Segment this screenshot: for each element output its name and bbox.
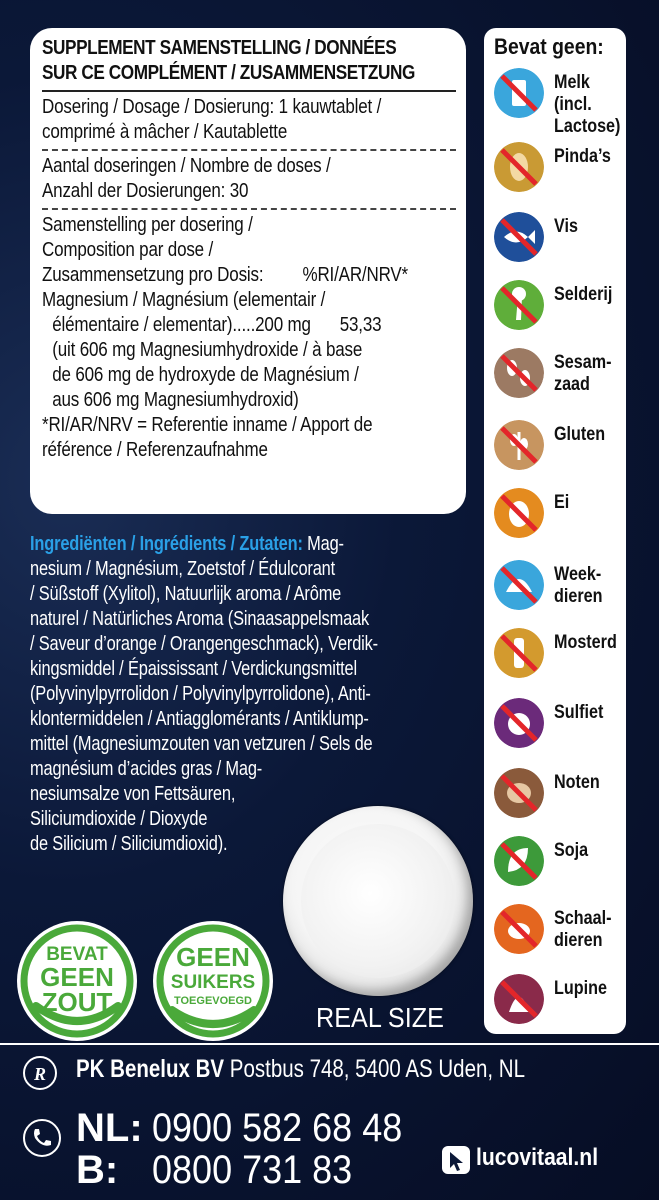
footnote-line: *RI/AR/NRV = Referentie inname / Apport de	[42, 414, 373, 436]
dosage-row	[42, 90, 456, 145]
peanut-icon	[494, 142, 544, 192]
ingredients-line: nesium / Magnésium, Zoetstof / Édulcorant	[30, 558, 336, 580]
ri-header: %RI/AR/NRV*	[302, 264, 409, 286]
ingredients-line: Siliciumdioxide / Dioxyde	[30, 808, 208, 830]
ingredients-line: mittel (Magnesiumzouten van vetzuren / Sels de	[30, 733, 373, 755]
magnesium-line: Magnesium / Magnésium (elementair /	[42, 289, 326, 311]
ingredients-line: magnésium d’acides gras / Mag-	[30, 758, 263, 780]
celery-icon	[494, 280, 544, 330]
nuts-icon	[494, 768, 544, 818]
badge-sugar-line: SUIKERS	[170, 972, 256, 993]
phone-label-be: B:	[76, 1148, 119, 1192]
composition-line: Samenstelling per dosering /	[42, 214, 253, 236]
ingredients-line: de Silicium / Siliciumdioxid).	[30, 833, 228, 855]
base-line: de 606 mg de hydroxyde de Magnésium /	[52, 364, 359, 386]
doses-row	[42, 149, 456, 204]
allergen-panel	[484, 28, 626, 1034]
supplement-facts-panel	[30, 28, 466, 514]
company-name: PK Benelux BV	[76, 1055, 225, 1083]
badge-salt-line: GEEN	[40, 962, 114, 992]
tablet-image	[283, 806, 473, 996]
allergen-item	[494, 280, 624, 340]
allergen-item	[494, 142, 624, 202]
allergen-item	[494, 628, 624, 688]
base-line: aus 606 mg Magnesiumhydroxid)	[52, 389, 299, 411]
no-salt-badge	[14, 918, 140, 1044]
allergen-item	[494, 212, 624, 272]
egg-icon	[494, 488, 544, 538]
badge-sugar-line: GEEN	[176, 942, 250, 972]
allergen-label: Schaal- dieren	[554, 908, 612, 951]
ingredients-tail: Mag-	[302, 533, 344, 555]
magnesium-amount: 200 mg	[255, 314, 311, 336]
ingredients-line: kingsmiddel / Épaississant / Verdickungsmittel	[30, 658, 357, 680]
phone-icon	[22, 1118, 62, 1158]
phone-number-be[interactable]: 0800 731 83	[152, 1148, 353, 1192]
composition-header: Zusammensetzung pro Dosis:	[42, 264, 264, 286]
allergen-label: Mosterd	[554, 632, 617, 653]
allergen-label: Gluten	[554, 424, 606, 445]
ingredients-line: / Saveur d’orange / Orangengeschmack), Verdik-	[30, 633, 378, 655]
cursor-icon	[440, 1144, 472, 1176]
lupine-icon	[494, 974, 544, 1024]
crustacean-icon	[494, 904, 544, 954]
ingredients-line: (Polyvinylpyrrolidon / Polyvinylpyrrolidone), Anti-	[30, 683, 371, 705]
ingredients-line: / Süßstoff (Xylitol), Natuurlijk aroma / Arôme	[30, 583, 342, 605]
company-address-text: Postbus 748, 5400 AS Uden, NL	[224, 1055, 525, 1083]
allergen-label: Vis	[554, 216, 578, 237]
allergen-item	[494, 420, 624, 480]
footer-divider	[0, 1043, 659, 1045]
badge-salt-line: BEVAT	[46, 944, 108, 965]
no-sugar-badge	[150, 918, 276, 1044]
composition-line: Composition par dose /	[42, 239, 214, 261]
allergen-item	[494, 698, 624, 758]
allergen-label: Pinda’s	[554, 146, 611, 167]
footnote-line: référence / Referenzaufnahme	[42, 439, 268, 461]
ingredients-line: klontermiddelen / Antiagglomérants / Antiklump-	[30, 708, 369, 730]
allergen-item	[494, 836, 624, 896]
magnesium-amount-line	[42, 313, 394, 338]
soy-icon	[494, 836, 544, 886]
ingredients-line: nesiumsalze von Fettsäuren,	[30, 783, 236, 805]
ingredients-line	[30, 532, 391, 557]
ingredients-text	[30, 532, 470, 857]
allergen-label: Sulfiet	[554, 702, 604, 723]
ri-value: 53,33	[339, 314, 382, 336]
allergen-label: Melk (incl. Lactose)	[554, 72, 621, 137]
composition-row	[42, 208, 456, 463]
allergen-label: Soja	[554, 840, 589, 861]
allergen-item	[494, 68, 624, 137]
fish-icon	[494, 212, 544, 262]
company-address	[76, 1055, 525, 1084]
allergen-item	[494, 348, 624, 408]
ingredients-line: naturel / Natürliches Aroma (Sinaasappelsmaak	[30, 608, 370, 630]
magnesium-elemental: élémentaire / elementar).....	[52, 314, 256, 336]
mustard-icon	[494, 628, 544, 678]
composition-header-line	[42, 263, 409, 288]
doses-line: Anzahl der Dosierungen: 30	[42, 180, 249, 202]
allergen-item	[494, 904, 624, 964]
phone-number-nl[interactable]: 0900 582 68 48	[152, 1106, 403, 1150]
allergen-item	[494, 768, 624, 828]
allergen-item	[494, 974, 624, 1034]
allergen-label: Week- dieren	[554, 564, 603, 607]
website-text: lucovitaal.nl	[476, 1144, 599, 1171]
supplement-title-line: SUR CE COMPLÉMENT / ZUSAMMENSETZUNG	[42, 62, 415, 84]
allergen-label: Ei	[554, 492, 570, 513]
sesame-icon	[494, 348, 544, 398]
gluten-icon	[494, 420, 544, 470]
supplement-title-line: SUPPLEMENT SAMENSTELLING / DONNÉES	[42, 37, 397, 59]
mollusc-icon	[494, 560, 544, 610]
dosage-line: Dosering / Dosage / Dosierung: 1 kauwtablet /	[42, 96, 382, 118]
ingredients-heading: Ingrediënten / Ingrédients / Zutaten:	[30, 533, 303, 555]
allergen-label: Lupine	[554, 978, 607, 999]
allergen-label: Noten	[554, 772, 600, 793]
allergen-title: Bevat geen:	[494, 34, 604, 59]
allergen-label: Sesam- zaad	[554, 352, 612, 395]
doses-line: Aantal doseringen / Nombre de doses /	[42, 155, 331, 177]
svg-text:R: R	[33, 1064, 47, 1084]
pk-logo-icon	[22, 1055, 58, 1091]
real-size-label: REAL SIZE	[316, 1002, 444, 1033]
dosage-line: comprimé à mâcher / Kautablette	[42, 121, 288, 143]
allergen-item	[494, 560, 624, 620]
website-link[interactable]	[440, 1140, 640, 1180]
allergen-item	[494, 488, 624, 548]
allergen-label: Selderij	[554, 284, 613, 305]
milk-icon	[494, 68, 544, 118]
base-line: (uit 606 mg Magnesiumhydroxide / à base	[52, 339, 363, 361]
sulphite-icon	[494, 698, 544, 748]
phone-label-nl: NL:	[76, 1106, 143, 1150]
badge-salt-line: ZOUT	[41, 987, 113, 1017]
badge-sugar-line: TOEGEVOEGD	[173, 995, 253, 1007]
